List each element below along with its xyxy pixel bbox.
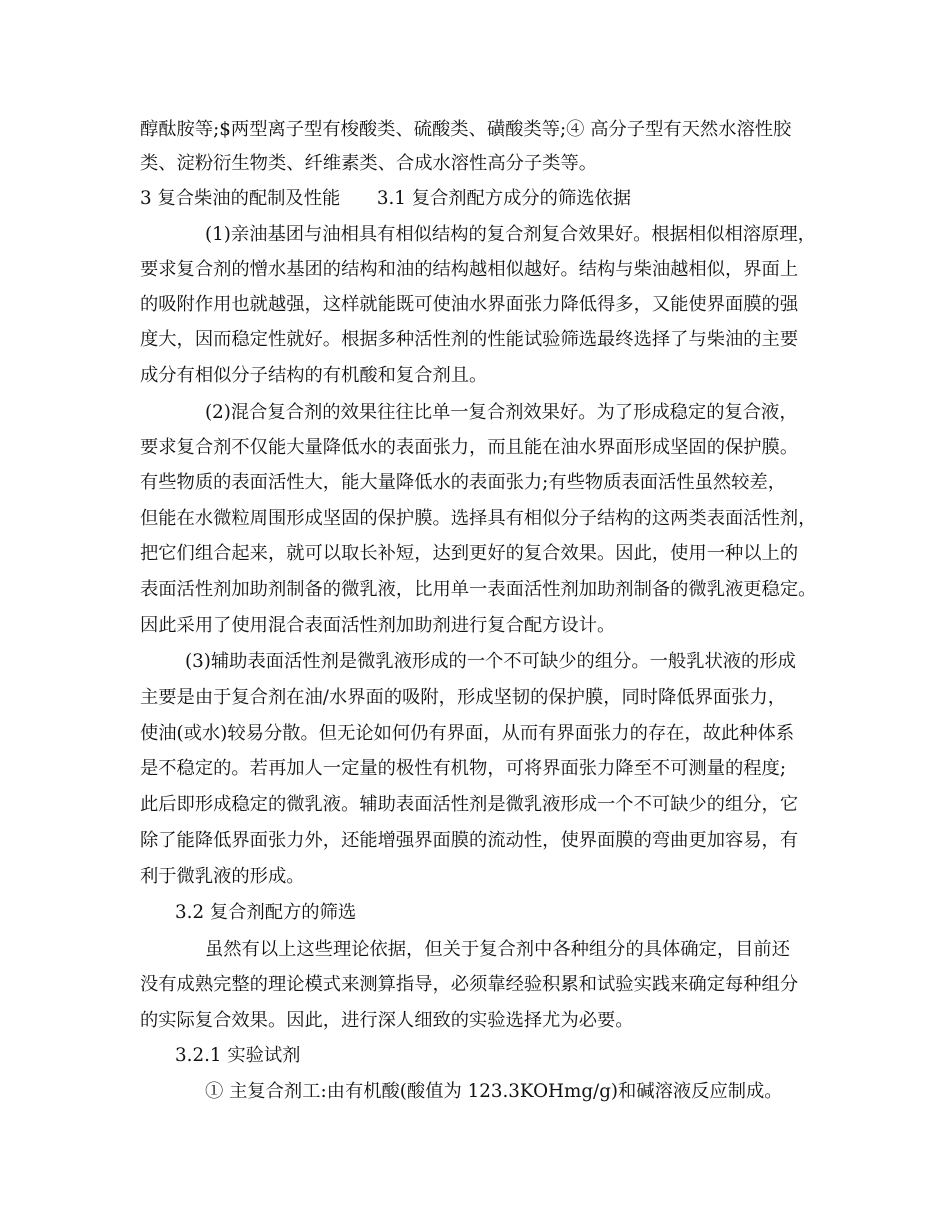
text-line: (3)辅助表面活性剂是微乳液形成的一个不可缺少的组分。一般乳状液的形成 (185, 651, 796, 672)
text-line: 因此采用了使用混合表面活性剂加助剂进行复合配方设计。 (140, 615, 616, 636)
text-line: 有些物质的表面活性大，能大量降低水的表面张力;有些物质表面活性虽然较差， (140, 472, 787, 493)
text-line: 类、淀粉衍生物类、纤维素类、合成水溶性高分子类等。 (140, 153, 598, 174)
text-line: 虽然有以上这些理论依据，但关于复合剂中各种组分的具体确定，目前还 (205, 939, 790, 960)
text-line: 度大，因而稳定性就好。根据多种活性剂的性能试验筛选最终选择了与柴油的主要 (140, 329, 799, 350)
text-line: 的实际复合效果。因此，进行深人细致的实验选择尤为必要。 (140, 1010, 634, 1031)
text-line: 除了能降低界面张力外，还能增强界面膜的流动性，使界面膜的弯曲更加容易，有 (140, 830, 799, 851)
text-line: 醇酞胺等;$两型离子型有梭酸类、硫酸类、磺酸类等;④ 高分子型有天然水溶性胶 (140, 119, 792, 140)
text-line: 但能在水微粒周围形成坚固的保护膜。选择具有相似分子结构的这两类表面活性剂， (140, 508, 817, 529)
text-line: (1)亲油基团与油相具有相似结构的复合剂复合效果好。根据相似相溶原理， (205, 224, 816, 245)
section-heading: 3.2 复合剂配方的筛选 (175, 902, 357, 923)
text-line: 成分有相似分子结构的有机酸和复合剂且。 (140, 365, 488, 386)
text-line: 使油(或水)较易分散。但无论如何仍有界面，从而有界面张力的存在，故此种体系 (140, 723, 795, 744)
text-line: 没有成熟完整的理论模式来测算指导，必须靠经验积累和试验实践来确定每种组分 (140, 974, 799, 995)
text-line: (2)混合复合剂的效果往往比单一复合剂效果好。为了形成稳定的复合液， (205, 402, 798, 423)
section-heading: 3.2.1 实验试剂 (175, 1045, 301, 1066)
text-line: 利于微乳液的形成。 (140, 866, 305, 887)
text-line: 此后即形成稳定的微乳液。辅助表面活性剂是微乳液形成一个不可缺少的组分，它 (140, 794, 799, 815)
text-line: 的吸附作用也就越强，这样就能既可使油水界面张力降低得多，又能使界面膜的强 (140, 294, 799, 315)
text-line: 表面活性剂加助剂制备的微乳液，比用单一表面活性剂加助剂制备的微乳液更稳定。 (140, 579, 817, 600)
text-line: ① 主复合剂工:由有机酸(酸值为 123.3KOHmg/g)和碱溶液反应制成。 (205, 1081, 783, 1102)
text-line: 把它们组合起来，就可以取长补短，达到更好的复合效果。因此，使用一种以上的 (140, 543, 799, 564)
text-line: 要求复合剂不仅能大量降低水的表面张力，而且能在油水界面形成坚固的保护膜。 (140, 437, 799, 458)
section-heading: 3 复合柴油的配制及性能 3.1 复合剂配方成分的筛选依据 (140, 188, 632, 209)
text-line: 主要是由于复合剂在油/水界面的吸附，形成坚韧的保护膜，同时降低界面张力， (140, 687, 787, 708)
text-line: 是不稳定的。若再加人一定量的极性有机物，可将界面张力降至不可测量的程度; (140, 758, 787, 779)
text-line: 要求复合剂的憎水基团的结构和油的结构越相似越好。结构与柴油越相似，界面上 (140, 259, 799, 280)
